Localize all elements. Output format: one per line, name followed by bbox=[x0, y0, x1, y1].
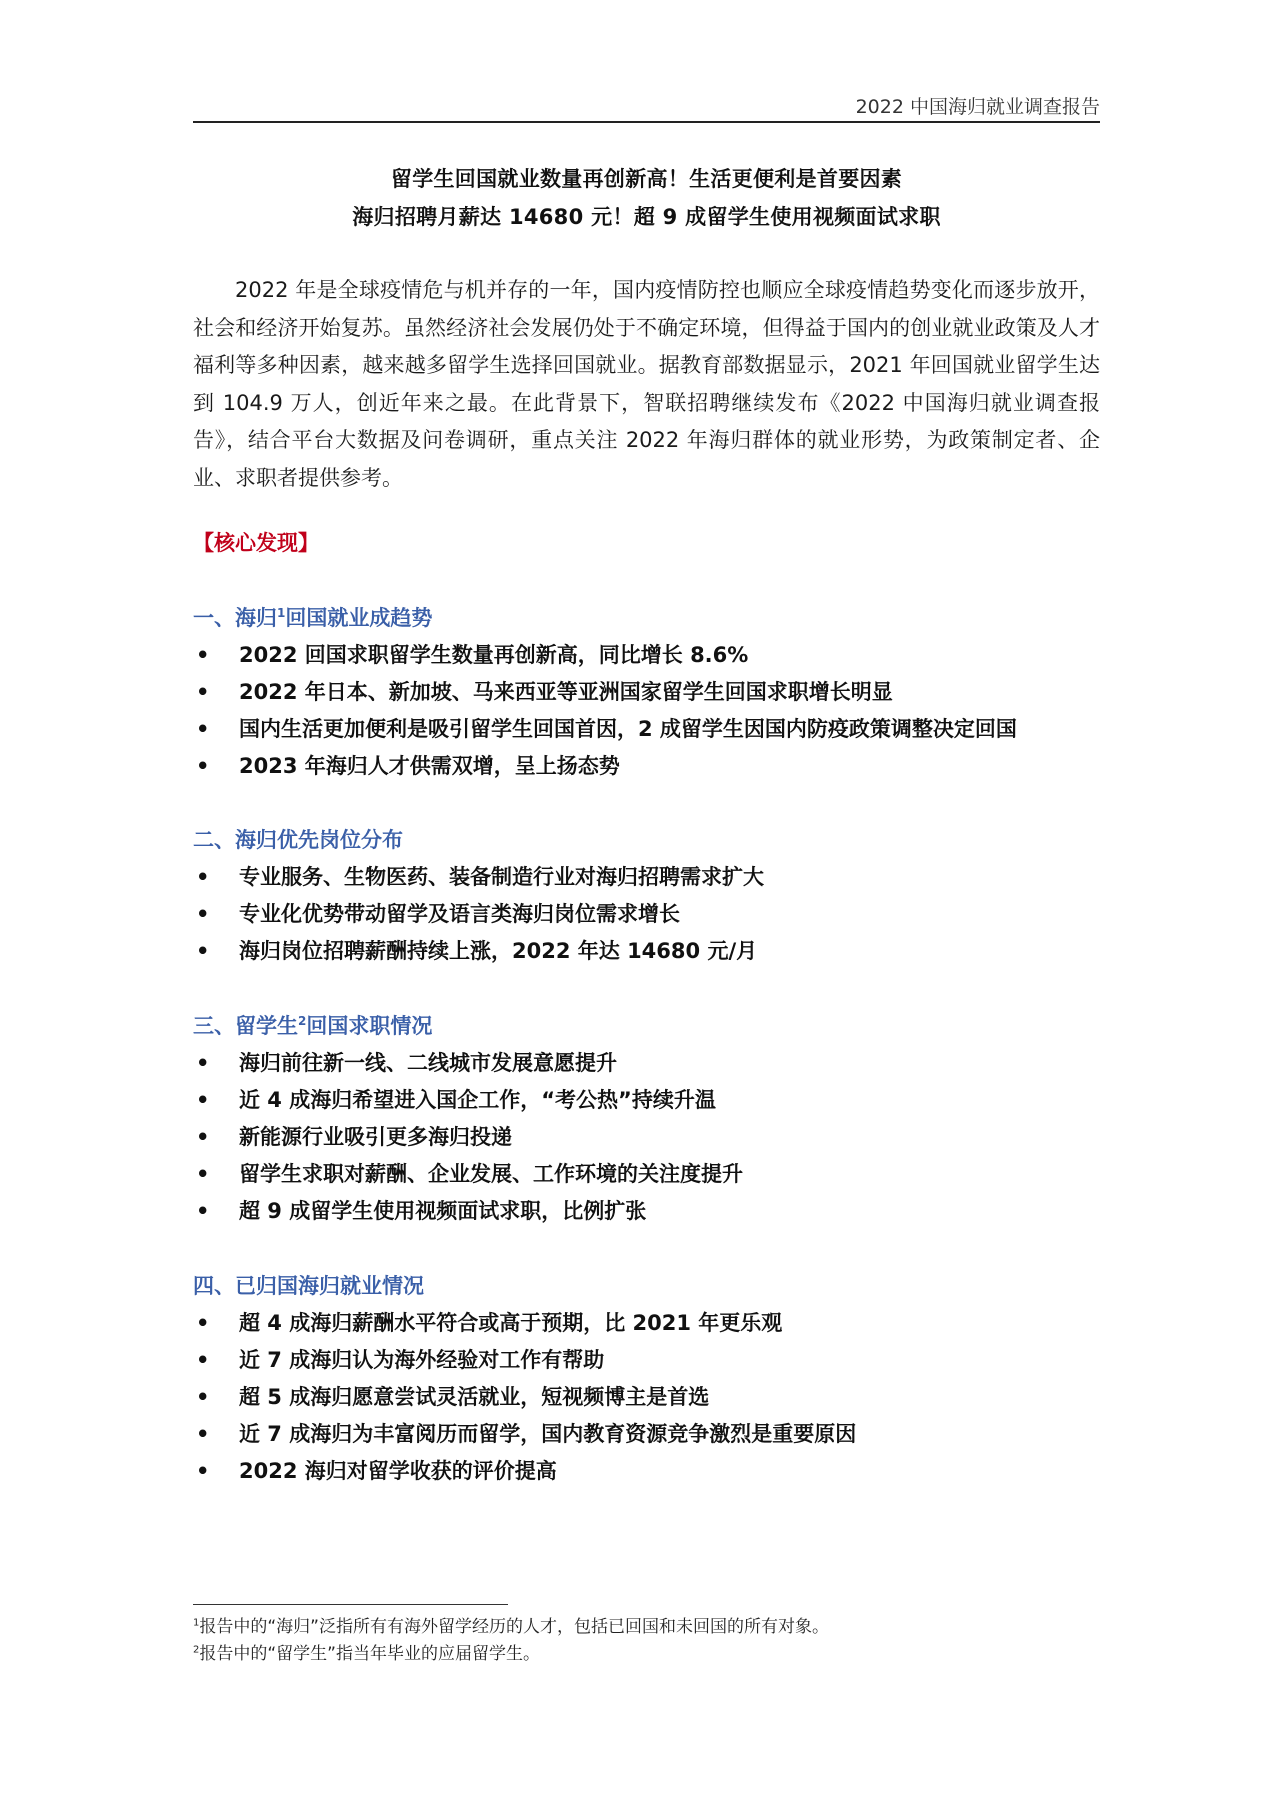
bullet-icon: • bbox=[196, 1199, 210, 1223]
footnote-ref-1: 1 bbox=[277, 606, 286, 620]
list-item bbox=[193, 1379, 1130, 1416]
bullet-icon: • bbox=[196, 1311, 210, 1335]
section-heading bbox=[193, 1268, 1130, 1305]
list-item bbox=[193, 1416, 1130, 1453]
section-heading bbox=[193, 1008, 1130, 1045]
footnote-text: 报告中的“留学生”指当年毕业的应届留学生。 bbox=[199, 1644, 540, 1664]
footnote-text: 报告中的“海归”泛指所有有海外留学经历的人才，包括已回国和未回国的所有对象。 bbox=[199, 1617, 829, 1637]
bullet-icon: • bbox=[196, 1385, 210, 1409]
list-item-text: 留学生求职对薪酬、企业发展、工作环境的关注度提升 bbox=[239, 1162, 743, 1186]
bullet-icon: • bbox=[196, 1348, 210, 1372]
list-item bbox=[193, 1305, 1130, 1342]
bullet-list bbox=[193, 859, 1130, 970]
list-item bbox=[193, 1193, 1130, 1230]
bullet-icon: • bbox=[196, 754, 210, 778]
list-item-text: 专业服务、生物医药、装备制造行业对海归招聘需求扩大 bbox=[239, 865, 764, 889]
list-item bbox=[193, 674, 1130, 711]
heading-text: 二、海归优先岗位分布 bbox=[193, 828, 403, 852]
list-item bbox=[193, 1453, 1130, 1490]
list-item-text: 超 5 成海归愿意尝试灵活就业，短视频博主是首选 bbox=[239, 1385, 710, 1409]
list-item-text: 超 9 成留学生使用视频面试求职，比例扩张 bbox=[239, 1199, 647, 1223]
footnote-2 bbox=[193, 1641, 829, 1668]
list-item bbox=[193, 1119, 1130, 1156]
list-item-text: 2022 海归对留学收获的评价提高 bbox=[239, 1459, 557, 1483]
title-block bbox=[193, 160, 1100, 236]
footnotes bbox=[193, 1614, 829, 1668]
list-item bbox=[193, 637, 1130, 674]
footnote-ref-2: 2 bbox=[298, 1014, 307, 1028]
footnote-rule bbox=[193, 1604, 508, 1605]
heading-text: 四、已归国海归就业情况 bbox=[193, 1274, 424, 1298]
footnote-1 bbox=[193, 1614, 829, 1641]
list-item bbox=[193, 859, 1130, 896]
footnote-mark: 2 bbox=[193, 1644, 200, 1656]
list-item bbox=[193, 1156, 1130, 1193]
list-item-text: 新能源行业吸引更多海归投递 bbox=[239, 1125, 512, 1149]
footnote-mark: 1 bbox=[193, 1617, 200, 1629]
bullet-list bbox=[193, 1045, 1130, 1230]
title-line-2: 海归招聘月薪达 14680 元！超 9 成留学生使用视频面试求职 bbox=[352, 205, 941, 229]
heading-text: 回国求职情况 bbox=[306, 1014, 433, 1038]
list-item bbox=[193, 933, 1130, 970]
bullet-icon: • bbox=[196, 1459, 210, 1483]
list-item-text: 海归岗位招聘薪酬持续上涨，2022 年达 14680 元/月 bbox=[239, 939, 758, 963]
core-findings-label: 【核心发现】 bbox=[193, 531, 319, 555]
bullet-icon: • bbox=[196, 1422, 210, 1446]
list-item-text: 近 4 成海归希望进入国企工作，“考公热”持续升温 bbox=[239, 1088, 716, 1112]
bullet-list bbox=[193, 637, 1130, 785]
list-item-text: 超 4 成海归薪酬水平符合或高于预期，比 2021 年更乐观 bbox=[239, 1311, 783, 1335]
list-item-text: 2023 年海归人才供需双增，呈上扬态势 bbox=[239, 754, 620, 778]
list-item bbox=[193, 1045, 1130, 1082]
list-item-text: 专业化优势带动留学及语言类海归岗位需求增长 bbox=[239, 902, 680, 926]
bullet-icon: • bbox=[196, 680, 210, 704]
heading-text: 三、留学生 bbox=[193, 1014, 298, 1038]
section-3 bbox=[193, 1008, 1130, 1230]
list-item-text: 海归前往新一线、二线城市发展意愿提升 bbox=[239, 1051, 617, 1075]
list-item bbox=[193, 1342, 1130, 1379]
bullet-icon: • bbox=[196, 643, 210, 667]
list-item-text: 近 7 成海归认为海外经验对工作有帮助 bbox=[239, 1348, 605, 1372]
header-rule bbox=[193, 121, 1100, 123]
running-header: 2022 中国海归就业调查报告 bbox=[855, 96, 1100, 118]
bullet-icon: • bbox=[196, 939, 210, 963]
list-item bbox=[193, 896, 1130, 933]
list-item-text: 国内生活更加便利是吸引留学生回国首因，2 成留学生因国内防疫政策调整决定回国 bbox=[239, 717, 1017, 741]
list-item-text: 2022 年日本、新加坡、马来西亚等亚洲国家留学生回国求职增长明显 bbox=[239, 680, 893, 704]
list-item bbox=[193, 1082, 1130, 1119]
list-item-text: 近 7 成海归为丰富阅历而留学，国内教育资源竞争激烈是重要原因 bbox=[239, 1422, 857, 1446]
intro-paragraph: 2022 年是全球疫情危与机并存的一年，国内疫情防控也顺应全球疫情趋势变化而逐步放开，社会和经济开始复苏。虽然经济社会发展仍处于不确定环境，但得益于国内的创业就业政策及人才福利等多种因素，越来越多留学生选择回国就业。据教育部数据显示，2021 年回国就业留学生达到 104.9 万人，创近年来之最。在此背景下，智联招聘继续发布《2022 中国海归就业调查报告》，结合平台大数据及问卷调研，重点关注 2022 年海归群体的就业形势，为政策制定者、企业、求职者提供参考。 bbox=[193, 278, 1100, 490]
section-2 bbox=[193, 822, 1130, 970]
bullet-list bbox=[193, 1305, 1130, 1490]
section-heading bbox=[193, 822, 1130, 859]
list-item bbox=[193, 711, 1130, 748]
bullet-icon: • bbox=[196, 1088, 210, 1112]
heading-text: 一、海归 bbox=[193, 606, 277, 630]
section-heading bbox=[193, 600, 1130, 637]
bullet-icon: • bbox=[196, 717, 210, 741]
list-item bbox=[193, 748, 1130, 785]
bullet-icon: • bbox=[196, 1125, 210, 1149]
bullet-icon: • bbox=[196, 1162, 210, 1186]
section-4 bbox=[193, 1268, 1130, 1490]
heading-text: 回国就业成趋势 bbox=[285, 606, 433, 630]
section-1 bbox=[193, 600, 1130, 785]
list-item-text: 2022 回国求职留学生数量再创新高，同比增长 8.6% bbox=[239, 643, 749, 667]
title-line-1: 留学生回国就业数量再创新高！生活更便利是首要因素 bbox=[390, 167, 903, 191]
bullet-icon: • bbox=[196, 1051, 210, 1075]
bullet-icon: • bbox=[196, 902, 210, 926]
bullet-icon: • bbox=[196, 865, 210, 889]
